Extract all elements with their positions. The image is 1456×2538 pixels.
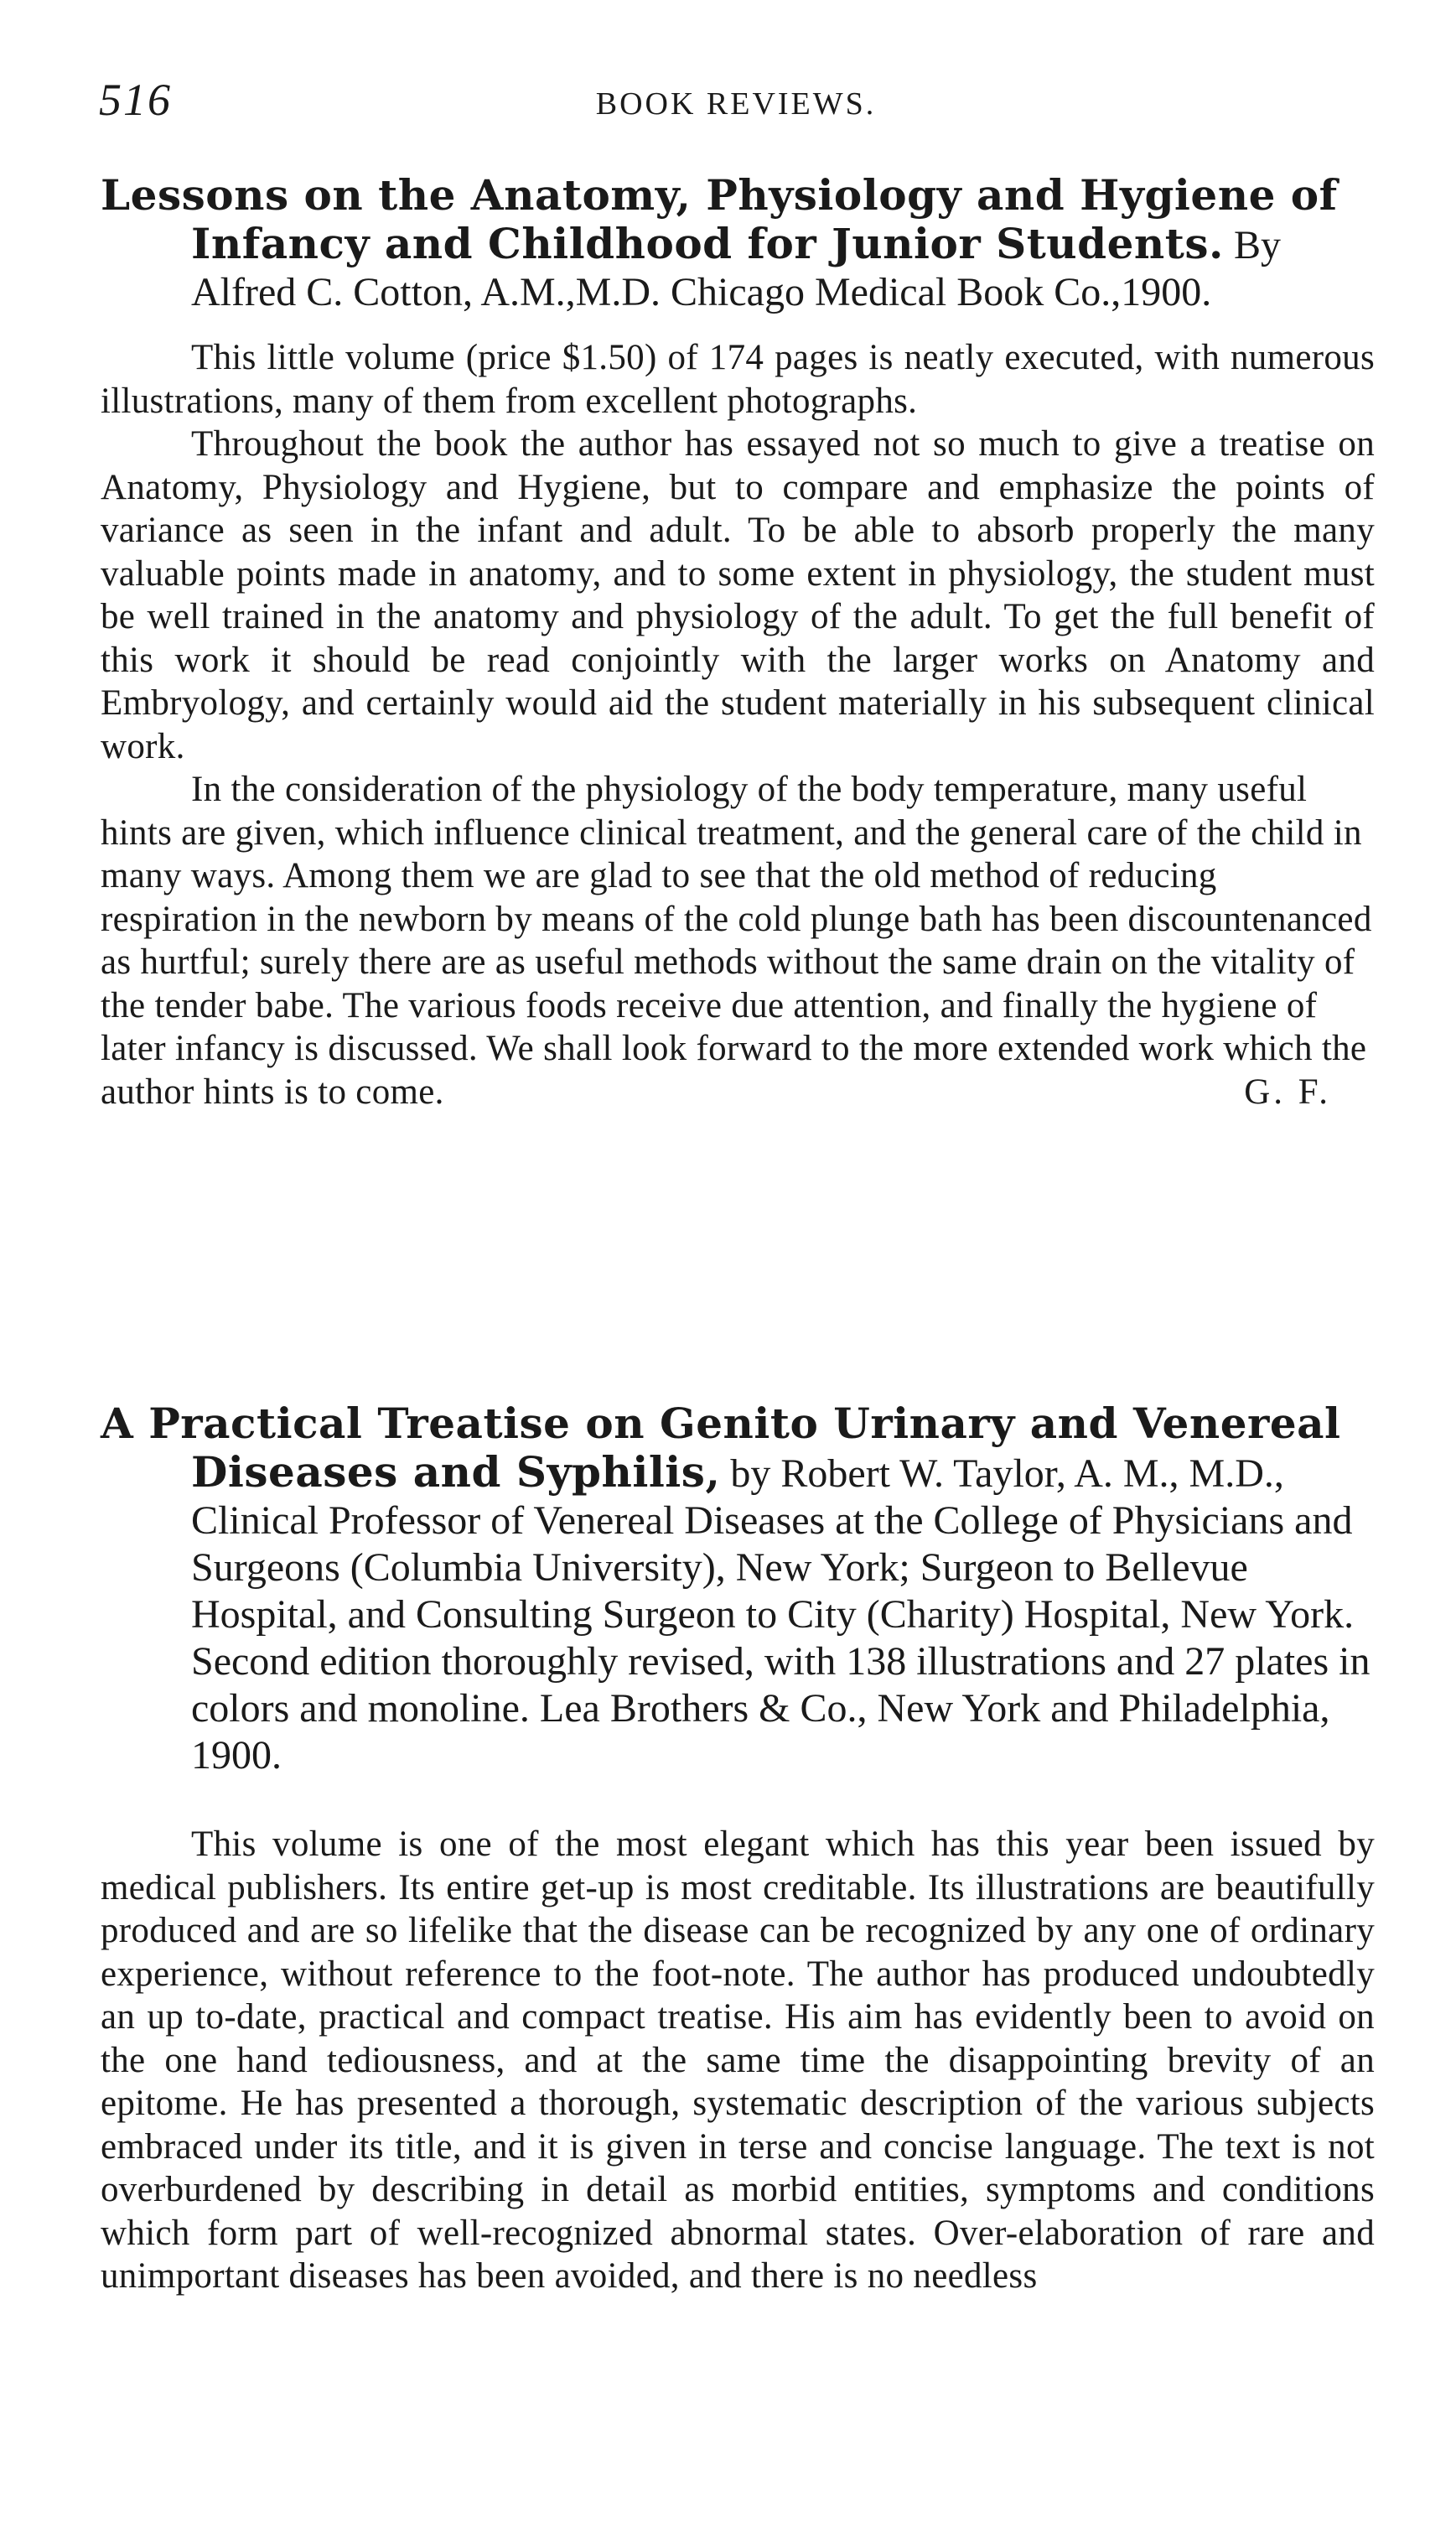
book-title: A Practical Treatise on Genito Urinary and Venereal Diseases and Syphilis, <box>101 1399 1341 1497</box>
review-body <box>101 336 1375 1113</box>
review-paragraph: This volume is one of the most elegant which has this year been issued by medical publishers. Its entire get-up is most creditable. Its illustrations are beautifully produced and are so lifelike that the disease can be recognized by any one of ordinary experience, without reference to the foot-note. The author has produced undoubtedly an up to-date, practical and compact treatise. His aim has evidently been to avoid on the one hand tediousness, and at the same time the disappointing brevity of an epitome. He has presented a thorough, systematic description of the various subjects embraced under its title, and it is given in terse and concise language. The text is not overburdened by describing in detail as morbid entities, symptoms and conditions which form part of well-recognized abnormal states. Over-elaboration of rare and unimportant diseases has been avoided, and there is no needless <box>101 1824 1375 2296</box>
book-byline: By Alfred C. Cotton, A.M.,M.D. Chicago Medical Book Co.,1900. <box>191 223 1281 314</box>
review-paragraph: In the consideration of the physiology of the body temperature, many useful hints are given, which influence clinical treatment, and the general care of the child in many ways. Among them we are glad to see that the old method of reducing respiration in the newborn by means of the cold plunge bath has been discountenanced as hurtful; surely there are as useful methods without the same drain on the vitality of the tender babe. The various foods receive due attention, and finally the hygiene of later infancy is discussed. We shall look forward to the more extended work which the author hints is to come. <box>101 770 1372 1112</box>
reviewer-signature: G. F. <box>1244 1072 1331 1112</box>
review-cotton <box>101 172 1375 1113</box>
review-body <box>101 1823 1375 2298</box>
review-taylor <box>101 1400 1375 2298</box>
review-heading <box>101 1400 1375 1779</box>
review-paragraph: This little volume (price $1.50) of 174 pages is neatly executed, with numerous illustrations, many of them from excellent photographs. <box>101 338 1375 421</box>
book-byline: by Robert W. Taylor, A. M., M.D., Clinical Professor of Venereal Diseases at the College of Physicians and Surgeons (Columbia University), New York; Surgeon to Bellevue Hospital, and Consulting Surgeon to City (Charity) Hospital, New York. Second edition thoroughly revised, with 138 illustrations and 27 plates in colors and monoline. Lea Brothers & Co., New York and Philadelphia, 1900. <box>191 1451 1371 1778</box>
book-title: Lessons on the Anatomy, Physiology and Hygiene of Infancy and Childhood for Junior Students. <box>101 170 1338 268</box>
review-heading <box>101 172 1375 316</box>
page-number: 516 <box>99 75 172 125</box>
running-head: BOOK REVIEWS. <box>595 86 877 122</box>
page-header <box>99 74 1373 141</box>
review-paragraph: Throughout the book the author has essayed not so much to give a treatise on Anatomy, Physiology and Hygiene, but to compare and emphasize the points of variance as seen in the infant and adult. To be able to absorb properly the many valuable points made in anatomy, and to some extent in physiology, the student must be well trained in the anatomy and physiology of the adult. To get the full benefit of this work it should be read conjointly with the larger works on Anatomy and Embryology, and certainly would aid the student materially in his subsequent clinical work. <box>101 424 1375 766</box>
